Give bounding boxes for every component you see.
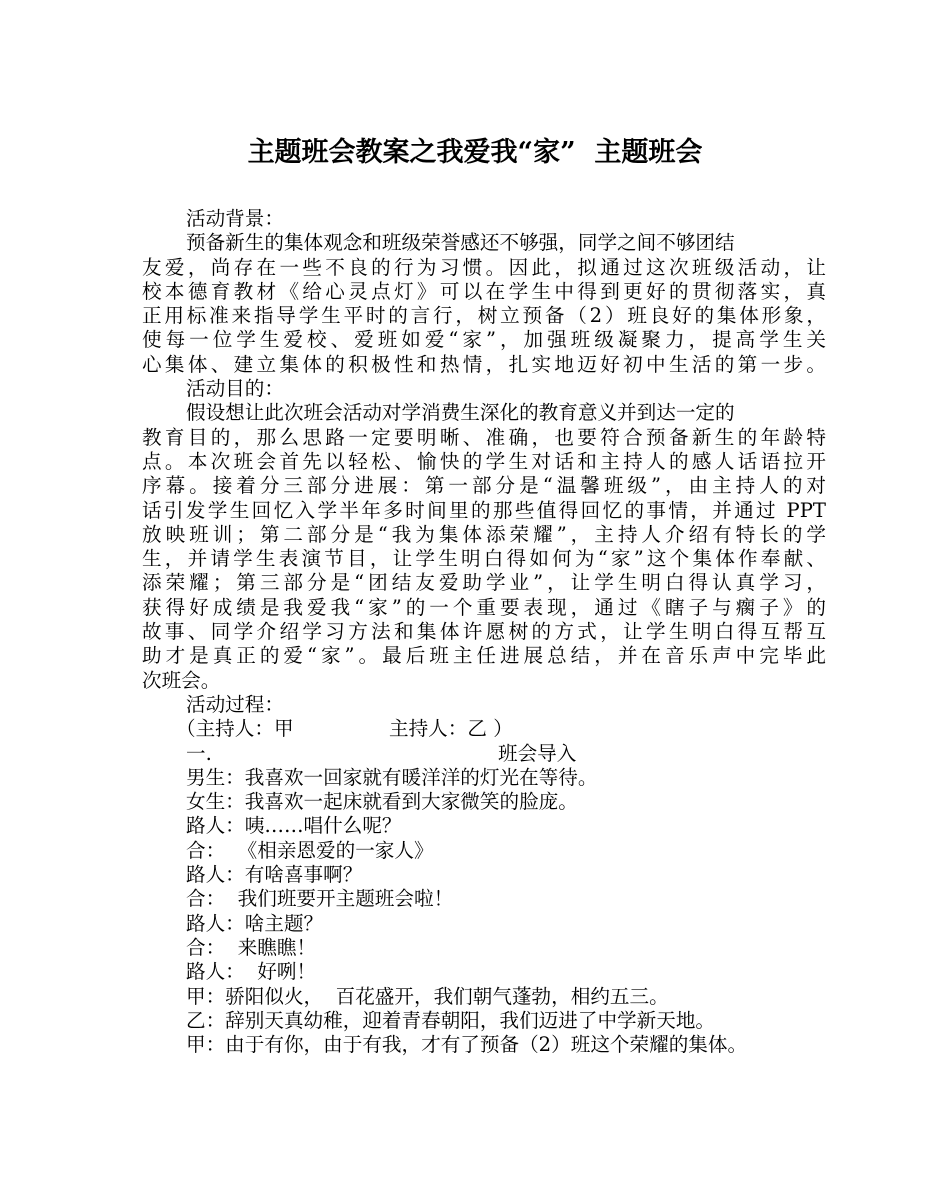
paragraph-line: 放映班训；第二部分是“我为集体添荣耀”，主持人介绍有特长的学 xyxy=(142,522,826,546)
dialogue-line: 甲：骄阳似火， 百花盛开，我们朝气蓬勃，相约五三。 xyxy=(186,984,669,1008)
part-title: 班会导入 xyxy=(498,741,577,765)
dialogue-line: 男生：我喜欢一回家就有暖洋洋的灯光在等待。 xyxy=(186,765,598,789)
paragraph-line: 序幕。接着分三部分进展：第一部分是“温馨班级”，由主持人的对 xyxy=(142,474,826,498)
paragraph-line: 教育目的，那么思路一定要明晰、准确，也要符合预备新生的年龄特 xyxy=(142,425,826,449)
paragraph-line: 添荣耀；第三部分是“团结友爱助学业”，让学生明白得认真学习， xyxy=(142,571,826,595)
paragraph-line: 助才是真正的爱“家”。最后班主任进展总结，并在音乐声中完毕此 xyxy=(142,644,826,668)
part-number: 一. xyxy=(186,741,212,765)
paragraph-line: 正用标准来指导学生平时的言行，树立预备（2）班良好的集体形象， xyxy=(142,304,826,328)
goal-paragraph xyxy=(142,401,826,693)
background-heading: 活动背景： xyxy=(186,207,284,230)
process-heading: 活动过程： xyxy=(186,692,284,716)
dialogue-line: 路人：有啥喜事啊？ xyxy=(186,863,363,887)
goal-heading: 活动目的： xyxy=(186,377,284,401)
paragraph-line: 预备新生的集体观念和班级荣誉感还不够强，同学之间不够团结 xyxy=(186,231,735,255)
paragraph-line: 点。本次班会首先以轻松、愉快的学生对话和主持人的感人话语拉开 xyxy=(142,449,826,473)
paragraph-line: 假设想让此次班会活动对学消费生深化的教育意义并到达一定的 xyxy=(186,401,735,425)
document-title: 主题班会教案之我爱我“家” 主题班会 xyxy=(247,137,703,168)
host-line xyxy=(142,717,826,741)
paragraph-line: 校本德育教材《给心灵点灯》可以在学生中得到更好的贯彻落实，真 xyxy=(142,279,826,303)
host-left: （主持人：甲 xyxy=(176,717,294,741)
dialogue-line: 合： 我们班要开主题班会啦！ xyxy=(186,887,454,911)
paragraph-line: 话引发学生回忆入学半年多时间里的那些值得回忆的事情，并通过 PPT xyxy=(142,498,826,522)
dialogue-line: 乙：辞别天真幼稚，迎着青春朝阳，我们迈进了中学新天地。 xyxy=(186,1008,716,1032)
paragraph-line: 心集体、建立集体的积极性和热情，扎实地迈好初中生活的第一步。 xyxy=(142,352,826,376)
document-body xyxy=(142,207,826,1057)
paragraph-line: 获得好成绩是我爱我“家”的一个重要表现，通过《瞎子与瘸子》的 xyxy=(142,595,826,619)
dialogue-line: 合： 来瞧瞧！ xyxy=(186,935,317,959)
paragraph-line: 友爱，尚存在一些不良的行为习惯。因此，拟通过这次班级活动，让 xyxy=(142,255,826,279)
paragraph-line: 生，并请学生表演节目，让学生明白得如何为“家”这个集体作奉献、 xyxy=(142,547,826,571)
part-heading xyxy=(142,742,826,766)
dialogue-line: 合： 《相亲恩爱的一家人》 xyxy=(186,838,434,862)
dialogue-line: 路人：咦……唱什么呢？ xyxy=(186,814,402,838)
host-right: 主持人：乙 ） xyxy=(389,717,513,741)
paragraph-line: 次班会。 xyxy=(142,668,221,692)
paragraph-line: 使每一位学生爱校、爱班如爱“家”，加强班级凝聚力，提高学生关 xyxy=(142,328,826,352)
dialogue-line: 路人： 好咧！ xyxy=(186,960,317,984)
dialogue-list xyxy=(142,766,826,1058)
dialogue-line: 路人：啥主题？ xyxy=(186,911,324,935)
background-paragraph xyxy=(142,231,826,377)
dialogue-line: 甲：由于有你，由于有我，才有了预备（2）班这个荣耀的集体。 xyxy=(186,1033,748,1057)
paragraph-line: 故事、同学介绍学习方法和集体许愿树的方式，让学生明白得互帮互 xyxy=(142,620,826,644)
dialogue-line: 女生：我喜欢一起床就看到大家微笑的脸庞。 xyxy=(186,790,578,814)
